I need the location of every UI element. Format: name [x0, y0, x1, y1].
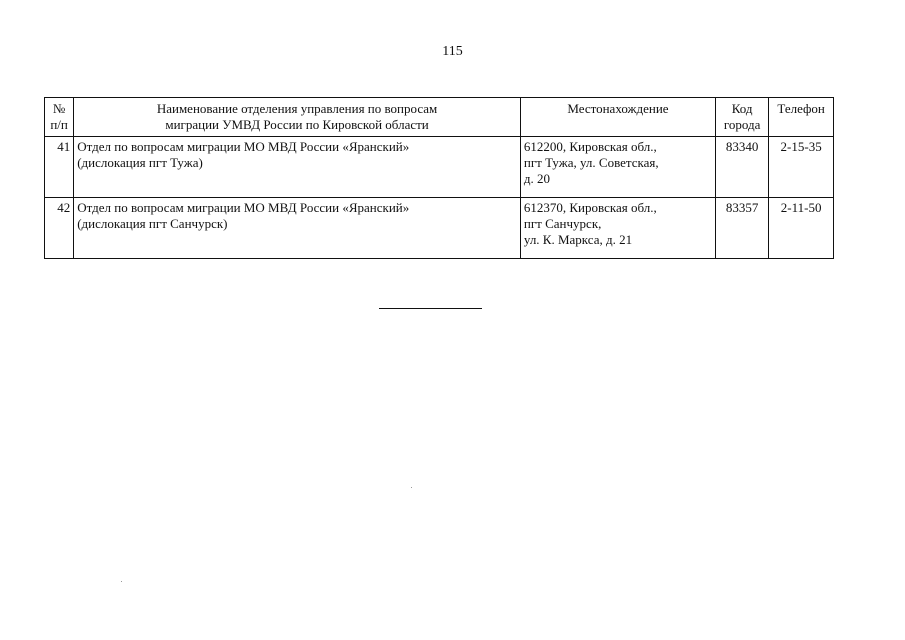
table-row — [45, 137, 834, 198]
cell-phone: 2-11-50 — [769, 198, 834, 259]
header-phone: Телефон — [769, 98, 834, 137]
cell-location: 612200, Кировская обл., пгт Тужа, ул. Советская, д. 20 — [520, 137, 715, 198]
cell-name: Отдел по вопросам миграции МО МВД России «Яранский» (дислокация пгт Тужа) — [74, 137, 521, 198]
page-number: 115 — [442, 44, 463, 59]
scan-speck — [121, 581, 122, 582]
header-location: Местонахождение — [520, 98, 715, 137]
cell-location: 612370, Кировская обл., пгт Санчурск, ул. К. Маркса, д. 21 — [520, 198, 715, 259]
migration-offices-table — [44, 97, 834, 259]
end-of-document-rule — [379, 308, 482, 309]
cell-code: 83357 — [716, 198, 769, 259]
cell-num: 42 — [45, 198, 74, 259]
header-code: Код города — [716, 98, 769, 137]
cell-name: Отдел по вопросам миграции МО МВД России «Яранский» (дислокация пгт Санчурск) — [74, 198, 521, 259]
table-header-row — [45, 98, 834, 137]
header-name: Наименование отделения управления по вопросам миграции УМВД России по Кировской области — [74, 98, 521, 137]
cell-code: 83340 — [716, 137, 769, 198]
header-num: № п/п — [45, 98, 74, 137]
table-row — [45, 198, 834, 259]
cell-phone: 2-15-35 — [769, 137, 834, 198]
cell-num: 41 — [45, 137, 74, 198]
scan-speck — [411, 487, 412, 488]
